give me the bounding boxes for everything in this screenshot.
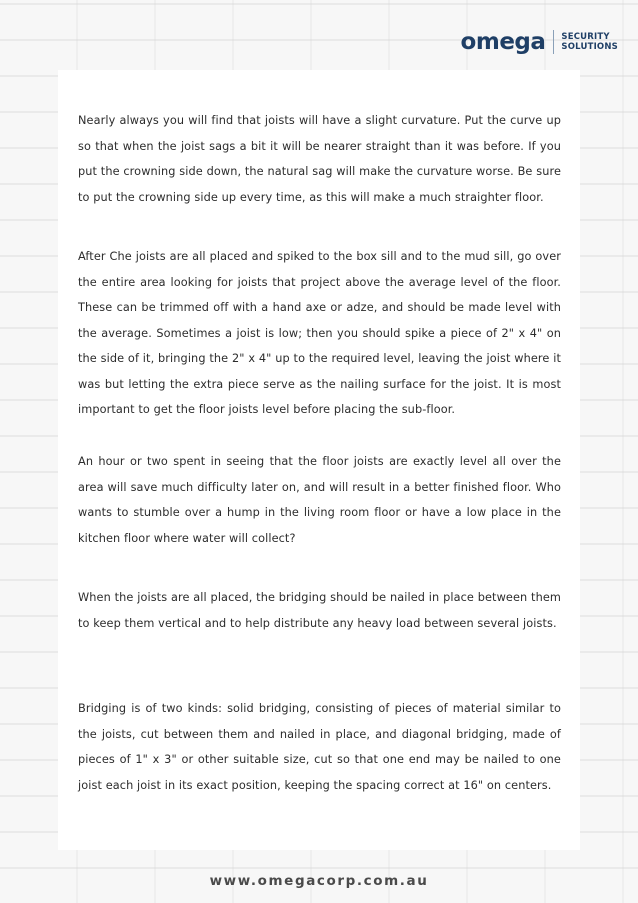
logo-wordmark: omega bbox=[460, 28, 546, 55]
logo-tagline-line1: SECURITY bbox=[561, 32, 610, 42]
paragraph-bridging-kinds: Bridging is of two kinds: solid bridging, consisting of pieces of material similar to the joists, cut between them and nailed in place, and diagonal bridging, made of pieces of 1" x 3" or other suitable size, cut so that one end may be nailed to one joist each joist in its exact position, keeping the spacing correct at 16" on centers. bbox=[78, 702, 561, 792]
paragraph-level-check: An hour or two spent in seeing that the floor joists are exactly level all over the area will save much difficulty later on, and will result in a better finished floor. Who wants to stumble over a hump in the living room floor or have a low place in the kitchen floor where water will collect? bbox=[78, 455, 561, 545]
logo-tagline-line2: SOLUTIONS bbox=[561, 42, 618, 52]
paragraph-joist-curvature: Nearly always you will find that joists will have a slight curvature. Put the curve up so that when the joist sags a bit it will be nearer straight than it was before. If you put the crowning side down, the natural sag will make the curvature worse. Be sure to put the crowning side up every time, as this will make a much straighter floor. bbox=[78, 114, 561, 204]
logo-divider bbox=[553, 30, 554, 54]
paragraph-joist-leveling: After Che joists are all placed and spiked to the box sill and to the mud sill, go over the entire area looking for joists that project above the average level of the floor. These can be trimmed off with a hand axe or adze, and should be made level with the average. Sometimes a joist is low; then you should spike a piece of 2" x 4" on the side of it, bringing the 2" x 4" up to the required level, leaving the joist where it was but letting the extra piece serve as the nailing surface for the joist. It is most important to get the floor joists level before placing the sub-floor. bbox=[78, 250, 561, 416]
logo-tagline bbox=[561, 32, 618, 52]
footer-url: www.omegacorp.com.au bbox=[209, 873, 429, 889]
paragraph-bridging-intro: When the joists are all placed, the bridging should be nailed in place between them to keep them vertical and to help distribute any heavy load between several joists. bbox=[78, 591, 561, 630]
omega-logo bbox=[461, 28, 618, 56]
